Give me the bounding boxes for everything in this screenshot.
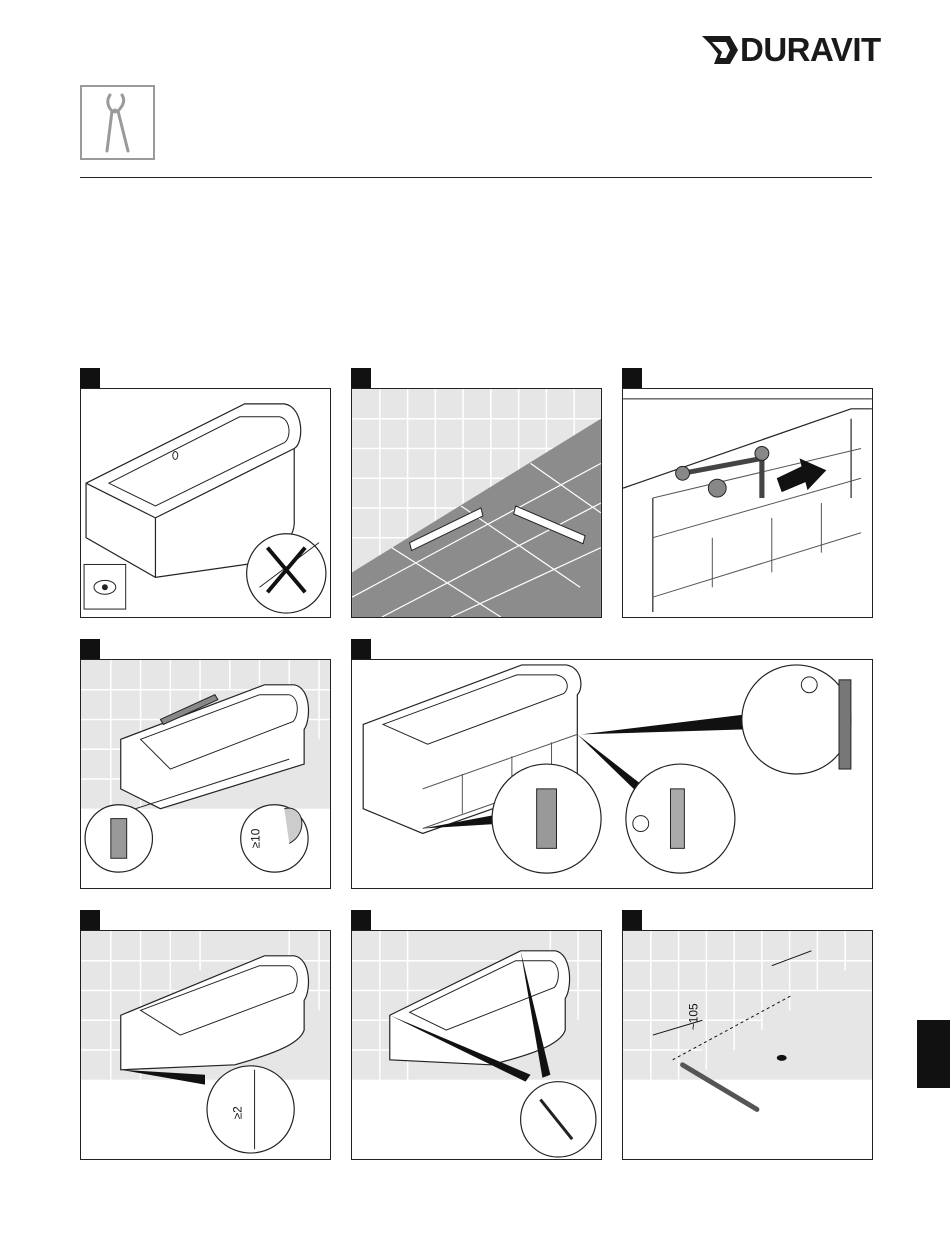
step-8-panel [622, 930, 873, 1160]
step-4-panel [80, 659, 331, 889]
step-2-panel [351, 388, 602, 618]
gap-check-illustration [81, 931, 330, 1159]
step-1-panel [80, 388, 331, 618]
step-3-panel [622, 388, 873, 618]
step-marker-1 [80, 368, 100, 388]
step-6-dimension: ≥2 [230, 1106, 245, 1120]
drain-assembly-illustration [623, 389, 872, 617]
pliers-icon [82, 87, 153, 158]
bathtub-illustration [81, 389, 330, 617]
page-section-tab [917, 1020, 950, 1088]
corner-marking-illustration [352, 931, 601, 1159]
step-5-panel [351, 659, 873, 889]
step-marker-5 [351, 639, 371, 659]
header-divider [80, 177, 872, 178]
floor-levels-illustration [352, 389, 601, 617]
step-marker-4 [80, 639, 100, 659]
frame-adjustment-illustration [352, 660, 872, 888]
brand-logo [700, 30, 880, 70]
step-8-dimension: ~105 [686, 1003, 701, 1031]
step-6-panel [80, 930, 331, 1160]
step-marker-6 [80, 910, 100, 930]
step-4-dimension: ≥10 [248, 828, 263, 849]
step-marker-7 [351, 910, 371, 930]
feet-adjustment-illustration [81, 660, 330, 888]
duravit-emblem-icon [700, 30, 740, 70]
step-marker-3 [622, 368, 642, 388]
wall-marking-illustration [623, 931, 872, 1159]
tool-icon-box [80, 85, 155, 160]
detail-circle [247, 534, 326, 613]
arrow-icon [777, 458, 827, 492]
step-marker-2 [351, 368, 371, 388]
step-marker-8 [622, 910, 642, 930]
step-7-panel [351, 930, 602, 1160]
brand-name: DURAVIT [740, 31, 881, 68]
